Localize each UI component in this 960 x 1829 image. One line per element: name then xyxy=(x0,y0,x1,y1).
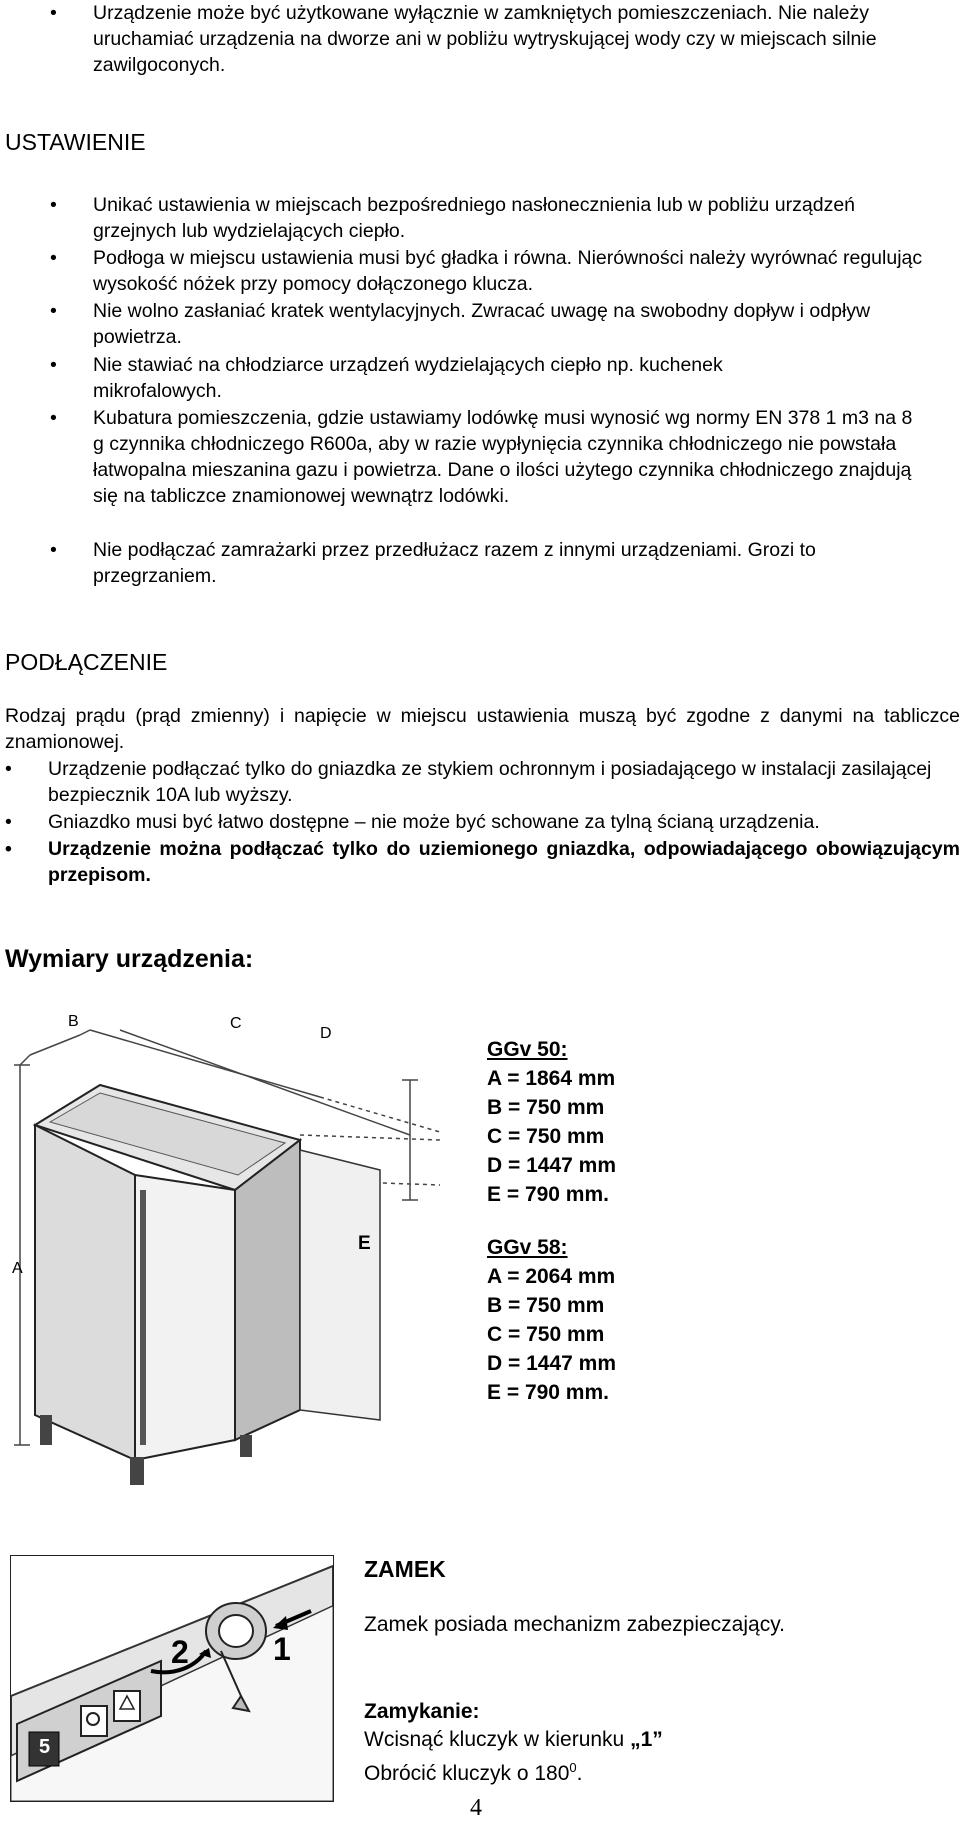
dim-label-b: B xyxy=(68,1013,79,1030)
bullet-dot: • xyxy=(5,811,12,833)
bullet-dot: • xyxy=(50,354,57,376)
bullet-dot: • xyxy=(5,838,12,860)
bullet-text: Nie stawiać na chłodziarce urządzeń wydzielających ciepło np. kuchenek mikrofalowych. xyxy=(93,354,723,402)
step-text: Wcisnąć kluczyk w kierunku xyxy=(364,1728,631,1751)
dim-line: B = 750 mm xyxy=(487,1096,605,1119)
step-suffix: . xyxy=(576,1762,583,1785)
dim-line: A = 1864 mm xyxy=(487,1067,616,1090)
ustawienie-bullet-3 xyxy=(50,298,930,350)
wymiary-heading: Wymiary urządzenia: xyxy=(5,945,254,973)
ustawienie-bullet-4 xyxy=(50,352,930,404)
step-direction: „1” xyxy=(630,1728,663,1751)
podlaczenie-heading: PODŁĄCZENIE xyxy=(5,649,168,675)
bullet-dot: • xyxy=(50,247,57,269)
ustawienie-bullet-1 xyxy=(50,192,930,244)
zamek-text: Zamek posiada mechanizm zabezpieczający. xyxy=(364,1613,785,1636)
bullet-dot: • xyxy=(50,300,57,322)
bullet-dot: • xyxy=(5,758,12,780)
model-ggv58 xyxy=(487,1233,616,1407)
dim-line: B = 750 mm xyxy=(487,1294,605,1317)
lock-panel-drawing xyxy=(11,1556,333,1801)
page-number: 4 xyxy=(470,1795,482,1821)
zamykanie-step-2 xyxy=(364,1754,583,1788)
bullet-text: Kubatura pomieszczenia, gdzie ustawiamy lodówkę musi wynosić wg normy EN 378 1 m3 na 8 g czynnika chłodniczego R600a, aby w razie wypłynięcia czynnika chłodniczego nie powstała łatwopalna mieszanina gazu i powietrza. Dane o ilości użytego czynnika chłodniczego znajdują się na tabliczce znamionowej wewnątrz lodówki. xyxy=(93,407,913,507)
ustawienie-bullet-5 xyxy=(50,405,930,509)
dim-line: E = 790 mm. xyxy=(487,1183,609,1206)
appliance-drawing xyxy=(0,1025,440,1495)
lock-arrow-label-2: 2 xyxy=(171,1634,189,1670)
bullet-text: Podłoga w miejscu ustawienia musi być gładka i równa. Nierówności należy wyrównać regulując wysokość nóżek przy pomocy dołączonego klucza. xyxy=(93,247,923,295)
lock-arrow-label-1: 1 xyxy=(273,1631,291,1667)
bullet-text: Unikać ustawienia w miejscach bezpośredniego nasłonecznienia lub w pobliżu urządzeń grzejnych lub wydzielających ciepło. xyxy=(93,194,856,242)
model-name: GGv 58: xyxy=(487,1236,568,1259)
podlaczenie-paragraph: Rodzaj prądu (prąd zmienny) i napięcie w miejscu ustawienia muszą być zgodne z danymi na tabliczce znamionowej. xyxy=(5,705,960,753)
dim-label-a: A xyxy=(12,1260,23,1277)
podlaczenie-bullet-bold xyxy=(5,836,960,888)
dim-line: D = 1447 mm xyxy=(487,1352,616,1375)
zamek-heading: ZAMEK xyxy=(364,1556,446,1582)
podlaczenie-bullet-1 xyxy=(5,756,960,808)
lock-illustration xyxy=(10,1555,334,1802)
dim-line: C = 750 mm xyxy=(487,1323,605,1346)
bullet-dot: • xyxy=(50,407,57,429)
bullet-text: Nie podłączać zamrażarki przez przedłużacz razem z innymi urządzeniami. Grozi to przegrzaniem. xyxy=(93,539,816,587)
dim-line: C = 750 mm xyxy=(487,1125,605,1148)
bullet-text: Urządzenie podłączać tylko do gniazdka ze stykiem ochronnym i posiadającego w instalacji zasilającej bezpiecznik 10A lub wyższy. xyxy=(48,758,932,806)
dim-line: E = 790 mm. xyxy=(487,1381,609,1404)
dim-label-d: D xyxy=(320,1025,332,1042)
bullet-dot: • xyxy=(50,194,57,216)
intro-bullet xyxy=(50,0,930,78)
bullet-text: Gniazdko musi być łatwo dostępne – nie może być schowane za tylną ścianą urządzenia. xyxy=(48,811,820,833)
bullet-dot: • xyxy=(50,2,57,24)
podlaczenie-bullet-2 xyxy=(5,809,960,835)
model-ggv50 xyxy=(487,1035,616,1209)
ustawienie-bullet-2 xyxy=(50,245,930,297)
intro-bullet-text: Urządzenie może być użytkowane wyłącznie w zamkniętych pomieszczeniach. Nie należy uruchamiać urządzenia na dworze ani w pobliżu wytryskującej wody czy w miejscach silnie zawilgoconych. xyxy=(93,2,877,76)
appliance-dimension-diagram xyxy=(0,1013,440,1495)
display-digit: 5 xyxy=(39,1736,51,1758)
bullet-dot: • xyxy=(50,539,57,561)
dim-line: D = 1447 mm xyxy=(487,1154,616,1177)
dim-line: A = 2064 mm xyxy=(487,1265,616,1288)
model-name: GGv 50: xyxy=(487,1038,568,1061)
ustawienie-heading: USTAWIENIE xyxy=(5,129,146,155)
zamykanie-heading: Zamykanie: xyxy=(364,1700,480,1723)
dim-label-e: E xyxy=(358,1233,371,1254)
zamykanie-step-1 xyxy=(364,1726,663,1754)
ustawienie-bullet-6 xyxy=(50,537,930,589)
dim-label-c: C xyxy=(230,1015,242,1032)
step-text: Obrócić kluczyk o 180 xyxy=(364,1762,570,1785)
bullet-text: Nie wolno zasłaniać kratek wentylacyjnych. Zwracać uwagę na swobodny dopływ i odpływ powietrza. xyxy=(93,300,871,348)
degree-sup: 0 xyxy=(569,1760,577,1775)
bullet-text: Urządzenie można podłączać tylko do uziemionego gniazdka, odpowiadającego obowiązującym przepisom. xyxy=(48,838,960,886)
